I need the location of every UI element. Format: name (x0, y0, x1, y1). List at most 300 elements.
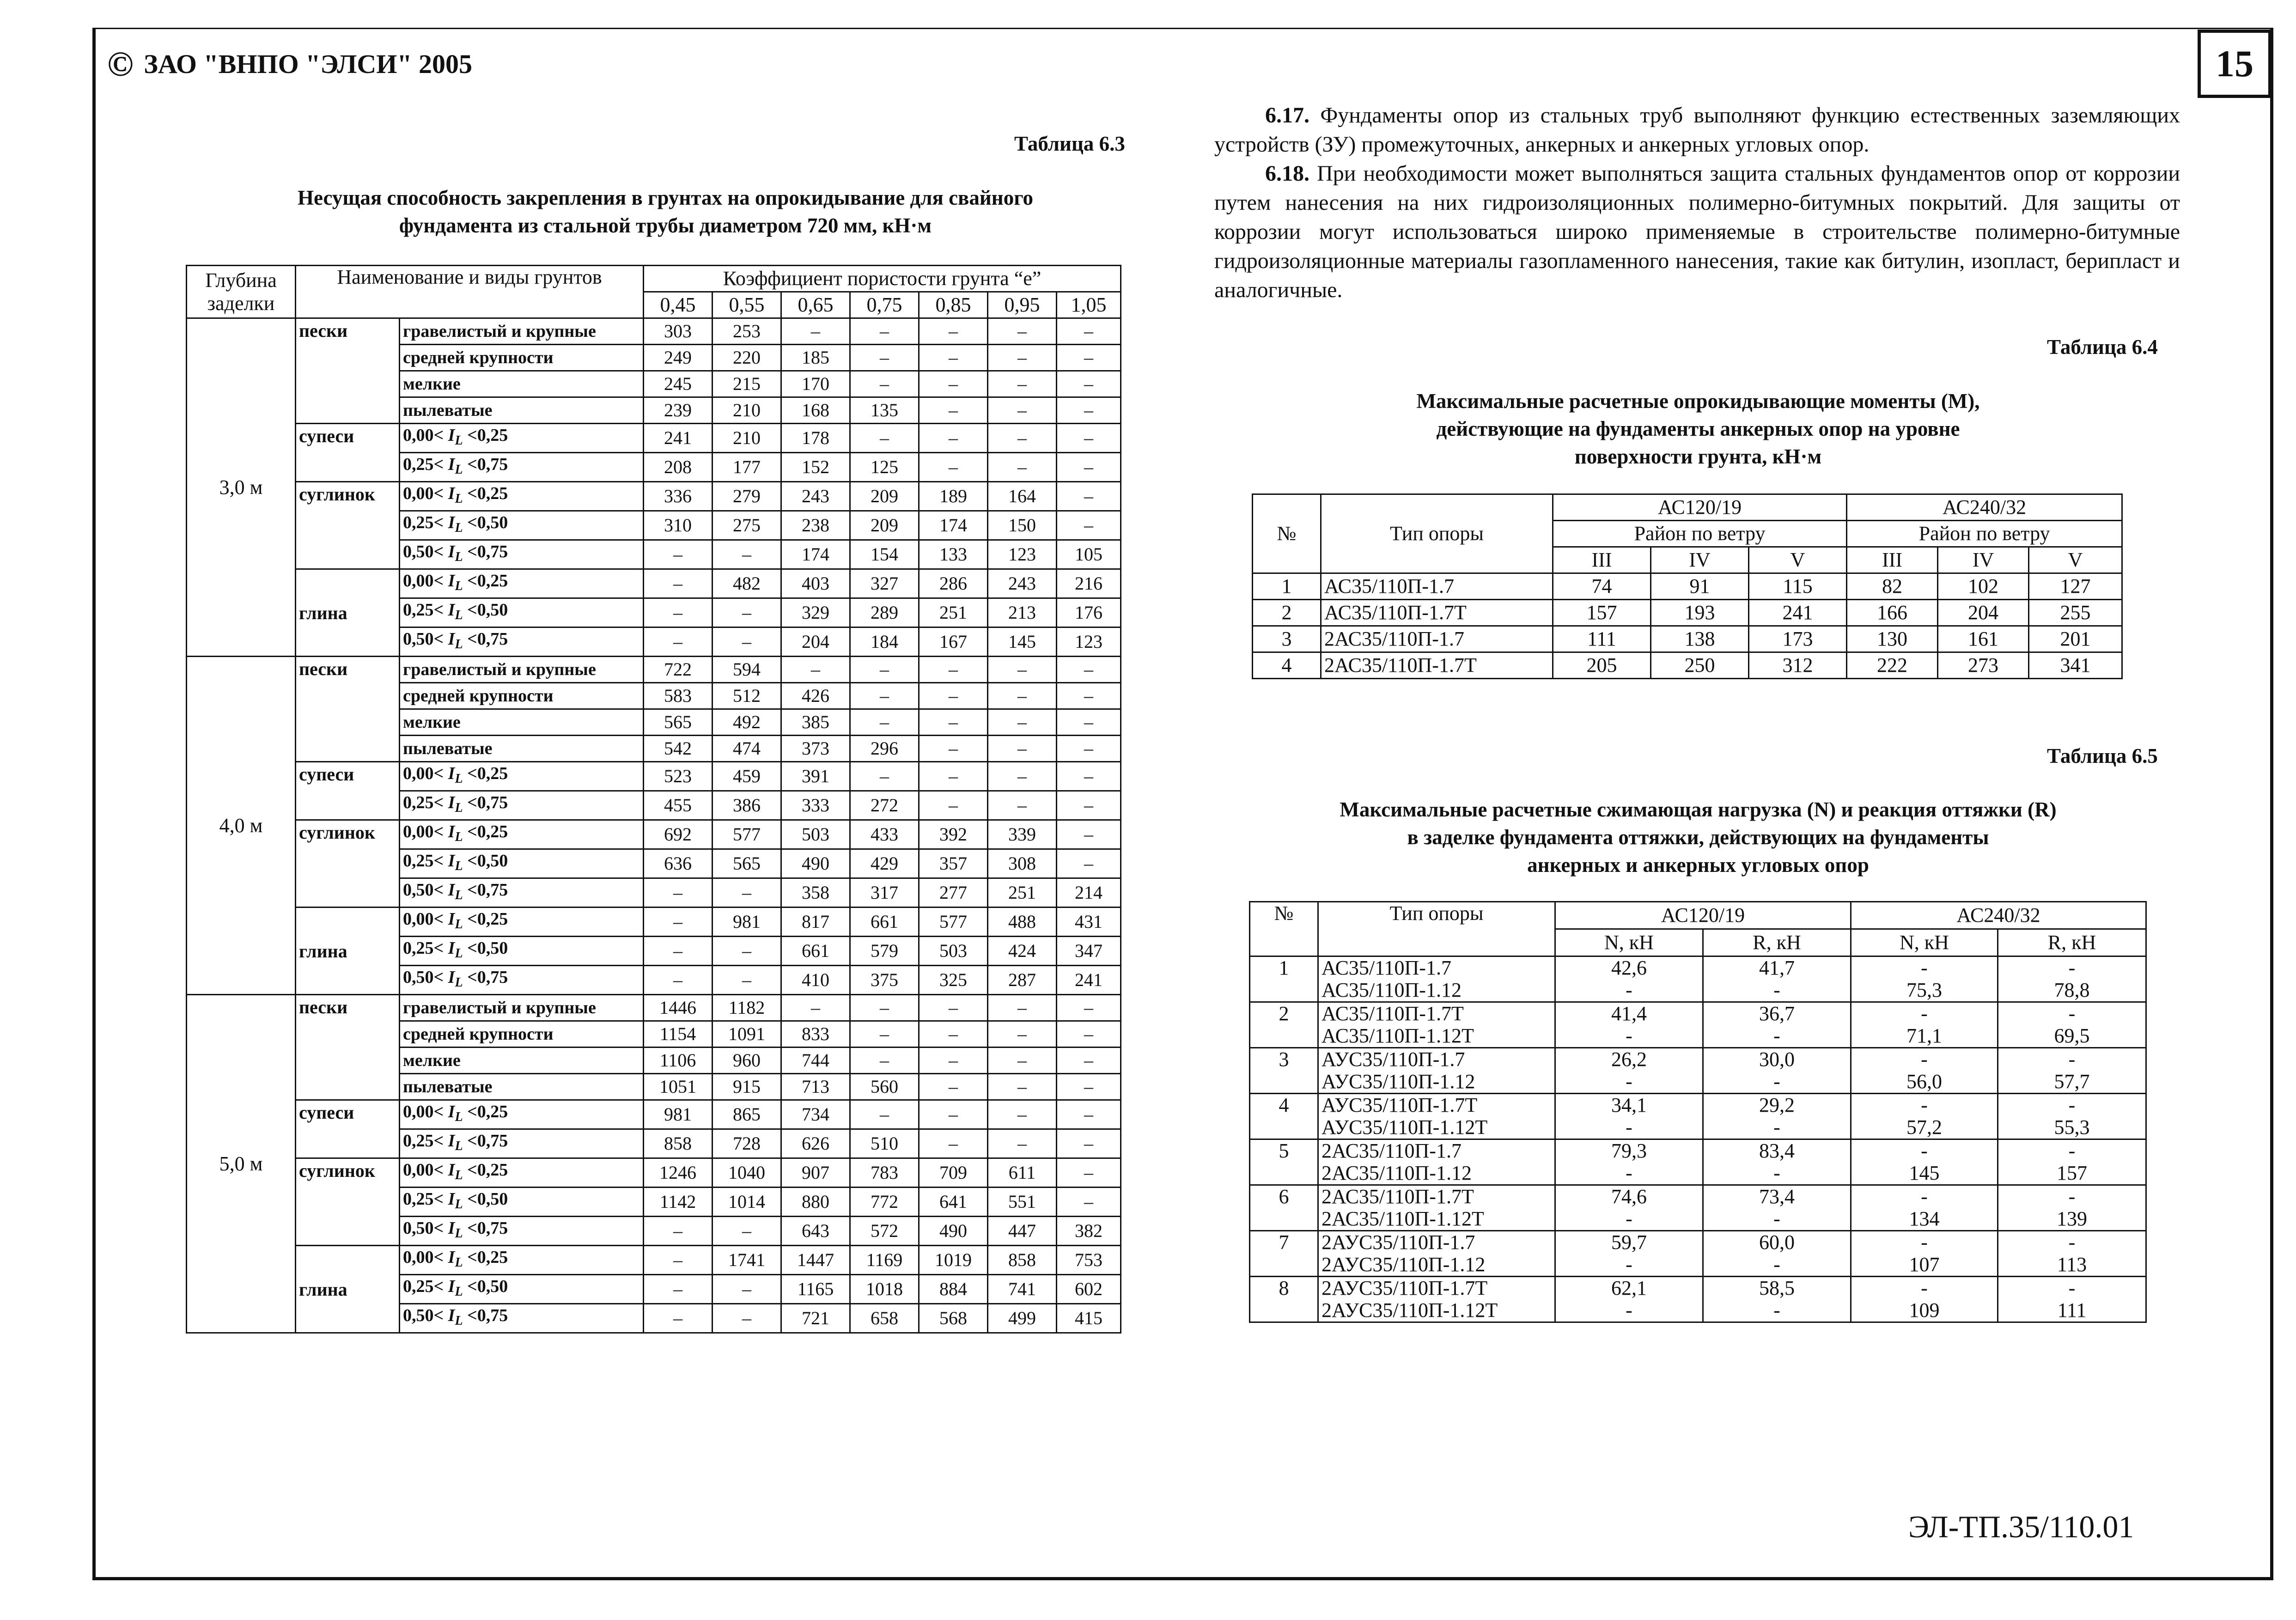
value-cell: 209 (850, 511, 919, 540)
value-cell: 357 (919, 849, 988, 878)
value-cell: 415 (1057, 1304, 1121, 1333)
value-cell: 1091 (713, 1021, 781, 1048)
value-cell: 728 (713, 1129, 781, 1158)
range-start: 0,00< (403, 1102, 448, 1121)
value-line: - (1921, 1094, 1928, 1116)
value-cell: – (850, 762, 919, 791)
liquidity-range-cell (400, 482, 644, 511)
value-line: 75,3 (1906, 979, 1942, 1001)
value-line: - (1626, 1253, 1632, 1276)
liquidity-range-cell (400, 1304, 644, 1333)
value-cell: 251 (919, 598, 988, 627)
range-subscript: L (455, 521, 463, 535)
value-cell: 1018 (850, 1275, 919, 1304)
value-cell: 329 (781, 598, 850, 627)
soil-group-cell: супеси (296, 762, 400, 820)
row-number-cell: 2 (1253, 600, 1321, 626)
value-cell: 184 (850, 627, 919, 657)
range-end: <0,75 (463, 793, 508, 812)
value-cell: – (713, 1304, 781, 1333)
value-line: - (1626, 979, 1632, 1001)
table-row (187, 424, 1121, 453)
value-cell: 150 (988, 511, 1057, 540)
range-start: 0,25< (403, 851, 448, 871)
soil-type-cell: средней крупности (400, 683, 644, 709)
support-type-cell (1318, 1231, 1555, 1277)
value-cell: 981 (644, 1100, 713, 1129)
value-cell: 577 (713, 820, 781, 849)
value-cell: 279 (713, 482, 781, 511)
support-type-line: АС35/110П-1.12Т (1322, 1024, 1474, 1047)
range-subscript: L (455, 772, 463, 786)
value-line: 73,4 (1759, 1185, 1795, 1208)
value-line: 36,7 (1759, 1002, 1795, 1025)
value-cell: 336 (644, 482, 713, 511)
value-cell: 960 (713, 1048, 781, 1074)
value-cell: 222 (1847, 652, 1938, 679)
range-end: <0,25 (463, 1102, 508, 1121)
header-soil: Наименование и виды грунтов (296, 266, 644, 318)
value-cell: 157 (1553, 600, 1651, 626)
value-cell: 884 (919, 1275, 988, 1304)
soil-type-cell: средней крупности (400, 1021, 644, 1048)
support-type-line: 2АУС35/110П-1.12 (1322, 1253, 1486, 1276)
value-cell: – (1057, 318, 1121, 345)
value-line: 71,1 (1906, 1024, 1942, 1047)
value-line: 69,5 (2054, 1024, 2090, 1047)
value-cell: 709 (919, 1158, 988, 1188)
table64-header-wind-2: Район по ветру (1847, 521, 2122, 547)
support-type-line: АУС35/110П-1.7 (1322, 1048, 1465, 1071)
range-subscript: L (455, 608, 463, 622)
row-number-cell: 1 (1250, 956, 1318, 1002)
value-cell: 865 (713, 1100, 781, 1129)
value-line: - (1626, 1070, 1632, 1093)
range-start: 0,50< (403, 880, 448, 900)
value-cell: 174 (781, 540, 850, 569)
value-cell: 339 (988, 820, 1057, 849)
value-cell: 250 (1651, 652, 1749, 679)
value-cell: 333 (781, 791, 850, 820)
value-line: - (1773, 1070, 1780, 1093)
table64-header-ac120: АС120/19 (1553, 494, 1847, 521)
value-cell (1703, 1139, 1851, 1185)
paragraph-6-17 (1214, 101, 2180, 159)
value-cell: – (919, 762, 988, 791)
value-cell: – (713, 598, 781, 627)
value-cell (1555, 956, 1703, 1002)
table63-header-row (187, 266, 1121, 292)
value-cell: 375 (850, 966, 919, 995)
range-subscript: L (455, 463, 463, 477)
value-cell: – (850, 1048, 919, 1074)
paragraph-6-18 (1214, 159, 2180, 305)
soil-group-cell: глина (296, 569, 400, 657)
value-line: - (1626, 1116, 1632, 1139)
value-cell: 382 (1057, 1217, 1121, 1246)
value-cell (1555, 1094, 1703, 1139)
value-cell: – (988, 1074, 1057, 1100)
wind-region-header: III (1553, 547, 1651, 573)
value-cell: 138 (1651, 626, 1749, 652)
table64-title-line1: Максимальные расчетные опрокидывающие моменты (М), (1416, 390, 1980, 413)
row-number-cell: 4 (1253, 652, 1321, 679)
value-line: 30,0 (1759, 1048, 1795, 1071)
value-cell: 325 (919, 966, 988, 995)
value-cell: 243 (988, 569, 1057, 598)
support-type-cell (1318, 1002, 1555, 1048)
value-cell: – (850, 683, 919, 709)
value-cell: – (988, 424, 1057, 453)
range-symbol: I (448, 1189, 455, 1209)
value-cell: 214 (1057, 878, 1121, 907)
range-start: 0,25< (403, 1277, 448, 1296)
range-symbol: I (448, 1102, 455, 1121)
value-cell (1851, 1185, 1998, 1231)
value-cell: 658 (850, 1304, 919, 1333)
value-line: - (1773, 979, 1780, 1001)
coef-header-cell: 0,45 (644, 292, 713, 318)
value-line: 74,6 (1611, 1185, 1647, 1208)
value-cell: – (713, 540, 781, 569)
liquidity-range-cell (400, 1246, 644, 1275)
value-line: 79,3 (1611, 1139, 1647, 1162)
liquidity-range-cell (400, 1158, 644, 1188)
value-cell: 220 (713, 345, 781, 371)
range-symbol: I (448, 484, 455, 503)
table-row (187, 482, 1121, 511)
value-cell: 455 (644, 791, 713, 820)
value-line: - (1773, 1299, 1780, 1322)
value-cell: 204 (781, 627, 850, 657)
table-row (1250, 1185, 2146, 1231)
row-number-cell: 3 (1250, 1048, 1318, 1094)
table-row (187, 820, 1121, 849)
company-name: ЗАО "ВНПО "ЭЛСИ" 2005 (144, 49, 473, 79)
range-subscript: L (455, 946, 463, 961)
value-line: 56,0 (1906, 1070, 1942, 1093)
support-type-cell: АС35/110П-1.7 (1321, 573, 1553, 600)
soil-type-cell: пылеватые (400, 397, 644, 424)
value-cell: 510 (850, 1129, 919, 1158)
value-cell: 722 (644, 657, 713, 683)
value-cell: – (644, 627, 713, 657)
value-line: 111 (2057, 1299, 2087, 1322)
range-end: <0,75 (463, 880, 508, 900)
table-row (1250, 956, 2146, 1002)
value-cell (1998, 1002, 2146, 1048)
table65-caption: Таблица 6.5 (2047, 744, 2158, 767)
value-cell: – (850, 995, 919, 1021)
range-end: <0,25 (463, 426, 508, 445)
table-row (1250, 1139, 2146, 1185)
soil-type-cell: пылеватые (400, 736, 644, 762)
value-line: - (1773, 1024, 1780, 1047)
copyright-icon: © (107, 45, 134, 84)
table64-header-no: № (1253, 494, 1321, 573)
value-cell (1703, 1094, 1851, 1139)
table-row (187, 569, 1121, 598)
liquidity-range-cell (400, 569, 644, 598)
value-cell: – (1057, 397, 1121, 424)
range-symbol: I (448, 1218, 455, 1238)
value-cell: – (850, 424, 919, 453)
range-end: <0,25 (463, 1160, 508, 1180)
range-end: <0,50 (463, 1277, 508, 1296)
value-cell: – (919, 345, 988, 371)
value-cell: – (781, 995, 850, 1021)
value-cell: 123 (1057, 627, 1121, 657)
table-row (1250, 1231, 2146, 1277)
soil-type-cell: гравелистый и крупные (400, 995, 644, 1021)
table64-title-line3: поверхности грунта, кН·м (1574, 445, 1822, 468)
value-cell: 193 (1651, 600, 1749, 626)
table63 (186, 265, 1121, 1334)
value-cell: 447 (988, 1217, 1057, 1246)
value-cell: 626 (781, 1129, 850, 1158)
value-cell: 255 (2029, 600, 2122, 626)
table65-header-ac240: АС240/32 (1851, 902, 2146, 929)
range-symbol: I (448, 629, 455, 649)
value-cell: – (1057, 1100, 1121, 1129)
value-cell: – (988, 657, 1057, 683)
value-cell (1555, 1277, 1703, 1322)
value-cell: – (919, 424, 988, 453)
value-cell: 135 (850, 397, 919, 424)
value-cell: 915 (713, 1074, 781, 1100)
range-subscript: L (455, 888, 463, 902)
value-cell: 643 (781, 1217, 850, 1246)
range-subscript: L (455, 859, 463, 873)
soil-group-cell: суглинок (296, 820, 400, 907)
range-start: 0,25< (403, 793, 448, 812)
table63-title-line1: Несущая способность закрепления в грунтах на опрокидывание для свайного (297, 186, 1034, 209)
value-cell: – (1057, 849, 1121, 878)
range-start: 0,25< (403, 1131, 448, 1151)
coef-header-cell: 0,55 (713, 292, 781, 318)
row-number-cell: 8 (1250, 1277, 1318, 1322)
soil-group-cell: глина (296, 907, 400, 995)
depth-cell: 3,0 м (187, 318, 296, 657)
value-cell: 310 (644, 511, 713, 540)
range-end: <0,50 (463, 851, 508, 871)
range-symbol: I (448, 851, 455, 871)
wind-region-header: V (2029, 547, 2122, 573)
value-cell (1851, 1048, 1998, 1094)
value-cell: – (644, 598, 713, 627)
value-cell: – (1057, 1074, 1121, 1100)
table64-title-line2: действующие на фундаменты анкерных опор на уровне (1436, 417, 1960, 440)
value-cell: – (781, 318, 850, 345)
soil-type-cell: гравелистый и крупные (400, 657, 644, 683)
value-cell: 523 (644, 762, 713, 791)
value-cell: 243 (781, 482, 850, 511)
support-type-cell (1318, 1277, 1555, 1322)
value-cell: 981 (713, 907, 781, 937)
value-line: - (2068, 1094, 2076, 1116)
table-row (1253, 652, 2122, 679)
support-type-cell: 2АС35/110П-1.7Т (1321, 652, 1553, 679)
value-line: - (1921, 1139, 1928, 1162)
range-subscript: L (455, 433, 463, 448)
value-cell: 403 (781, 569, 850, 598)
support-type-cell (1318, 1139, 1555, 1185)
range-subscript: L (455, 1168, 463, 1182)
liquidity-range-cell (400, 849, 644, 878)
support-type-cell (1318, 956, 1555, 1002)
support-type-line: 2АС35/110П-1.12 (1322, 1162, 1472, 1184)
value-cell (1703, 956, 1851, 1002)
support-type-line: 2АС35/110П-1.7 (1322, 1139, 1462, 1162)
range-end: <0,75 (463, 968, 508, 987)
wind-region-header: IV (1938, 547, 2029, 573)
range-symbol: I (448, 793, 455, 812)
table-row (1253, 600, 2122, 626)
page-header (107, 44, 472, 85)
coef-header-cell: 0,65 (781, 292, 850, 318)
value-cell: 492 (713, 709, 781, 736)
row-number-cell: 6 (1250, 1185, 1318, 1231)
header-coefficient: Коэффициент пористости грунта “е” (644, 266, 1121, 292)
value-cell: 168 (781, 397, 850, 424)
value-cell: – (644, 1304, 713, 1333)
table65-header-r1: R, кН (1703, 929, 1851, 956)
table-row (187, 657, 1121, 683)
paragraph-6-18-text: При необходимости может выполняться защита стальных фундаментов опор от коррозии путем нанесения на них гидроизоляционных полимерно-битумных покрытий. Для защиты от коррозии могут использоваться широко применяемые в строительстве полимерно-битумные гидроизоляционные материалы газопламенного нанесения, такие как битулин, изопласт, берипласт и аналогичные. (1214, 161, 2180, 302)
table-row (187, 907, 1121, 937)
value-cell: 341 (2029, 652, 2122, 679)
value-line: - (1921, 1048, 1928, 1071)
value-cell: 245 (644, 371, 713, 397)
liquidity-range-cell (400, 1217, 644, 1246)
table-row (1250, 1048, 2146, 1094)
liquidity-range-cell (400, 1100, 644, 1129)
range-symbol: I (448, 880, 455, 900)
value-cell: – (713, 1217, 781, 1246)
liquidity-range-cell (400, 598, 644, 627)
value-cell: – (988, 397, 1057, 424)
value-cell: 216 (1057, 569, 1121, 598)
table-row (187, 1158, 1121, 1188)
value-cell: 115 (1749, 573, 1847, 600)
range-end: <0,50 (463, 600, 508, 620)
value-cell: 91 (1651, 573, 1749, 600)
value-cell: 358 (781, 878, 850, 907)
value-cell: 164 (988, 482, 1057, 511)
value-cell: 741 (988, 1275, 1057, 1304)
value-cell: – (919, 995, 988, 1021)
table63-title-line2: фундамента из стальной трубы диаметром 720 мм, кН·м (399, 214, 932, 237)
value-line: - (2068, 1139, 2076, 1162)
range-start: 0,00< (403, 484, 448, 503)
value-cell: – (1057, 791, 1121, 820)
value-cell: 1106 (644, 1048, 713, 1074)
value-cell: 125 (850, 453, 919, 482)
table65-title-line2: в заделке фундамента оттяжки, действующих на фундаменты (1407, 826, 1989, 849)
value-line: - (1773, 1207, 1780, 1230)
value-cell: 1446 (644, 995, 713, 1021)
value-cell: 721 (781, 1304, 850, 1333)
value-cell: 82 (1847, 573, 1938, 600)
value-cell: 565 (713, 849, 781, 878)
table64-header-ac240: АС240/32 (1847, 494, 2122, 521)
value-cell: – (919, 736, 988, 762)
value-cell: 565 (644, 709, 713, 736)
support-type-line: 2АУС35/110П-1.7Т (1322, 1277, 1488, 1299)
value-cell: 154 (850, 540, 919, 569)
value-cell: 205 (1553, 652, 1651, 679)
range-symbol: I (448, 426, 455, 445)
value-cell (1703, 1277, 1851, 1322)
value-cell: 1741 (713, 1246, 781, 1275)
value-cell (1851, 1002, 1998, 1048)
table63-title (185, 184, 1146, 239)
value-cell: 241 (1749, 600, 1847, 626)
value-cell: – (644, 1217, 713, 1246)
value-cell: 127 (2029, 573, 2122, 600)
value-cell: – (644, 540, 713, 569)
range-end: <0,75 (463, 455, 508, 474)
value-cell: 185 (781, 345, 850, 371)
range-start: 0,00< (403, 426, 448, 445)
range-subscript: L (455, 1197, 463, 1212)
range-symbol: I (448, 968, 455, 987)
value-cell: 251 (988, 878, 1057, 907)
value-cell: – (713, 1275, 781, 1304)
value-line: - (1773, 1253, 1780, 1276)
table-row (187, 995, 1121, 1021)
value-line: - (1921, 1185, 1928, 1208)
value-line: 57,7 (2054, 1070, 2090, 1093)
range-subscript: L (455, 1110, 463, 1124)
value-line: - (1921, 1231, 1928, 1254)
value-cell: 177 (713, 453, 781, 482)
value-line: - (1626, 1024, 1632, 1047)
value-cell: 858 (644, 1129, 713, 1158)
soil-group-cell: пески (296, 657, 400, 762)
value-cell: 210 (713, 397, 781, 424)
range-end: <0,75 (463, 629, 508, 649)
range-symbol: I (448, 1160, 455, 1180)
value-cell: 692 (644, 820, 713, 849)
soil-type-cell: гравелистый и крупные (400, 318, 644, 345)
value-cell: – (644, 1275, 713, 1304)
value-cell: – (850, 657, 919, 683)
value-cell: 426 (781, 683, 850, 709)
range-end: <0,50 (463, 938, 508, 958)
range-end: <0,75 (463, 1306, 508, 1325)
value-cell: 579 (850, 937, 919, 966)
table64-caption: Таблица 6.4 (2047, 335, 2158, 359)
value-cell: 661 (781, 937, 850, 966)
liquidity-range-cell (400, 540, 644, 569)
value-cell: 130 (1847, 626, 1938, 652)
value-cell: 907 (781, 1158, 850, 1188)
table-row (187, 762, 1121, 791)
value-cell: – (850, 1100, 919, 1129)
table-row (1250, 1277, 2146, 1322)
value-cell: 241 (644, 424, 713, 453)
support-type-cell: АС35/110П-1.7Т (1321, 600, 1553, 626)
value-cell: 241 (1057, 966, 1121, 995)
value-cell (1998, 1185, 2146, 1231)
table-row (187, 1100, 1121, 1129)
value-cell (1555, 1139, 1703, 1185)
value-cell: 734 (781, 1100, 850, 1129)
value-line: 157 (2057, 1162, 2087, 1184)
soil-type-cell: мелкие (400, 709, 644, 736)
value-cell: 636 (644, 849, 713, 878)
